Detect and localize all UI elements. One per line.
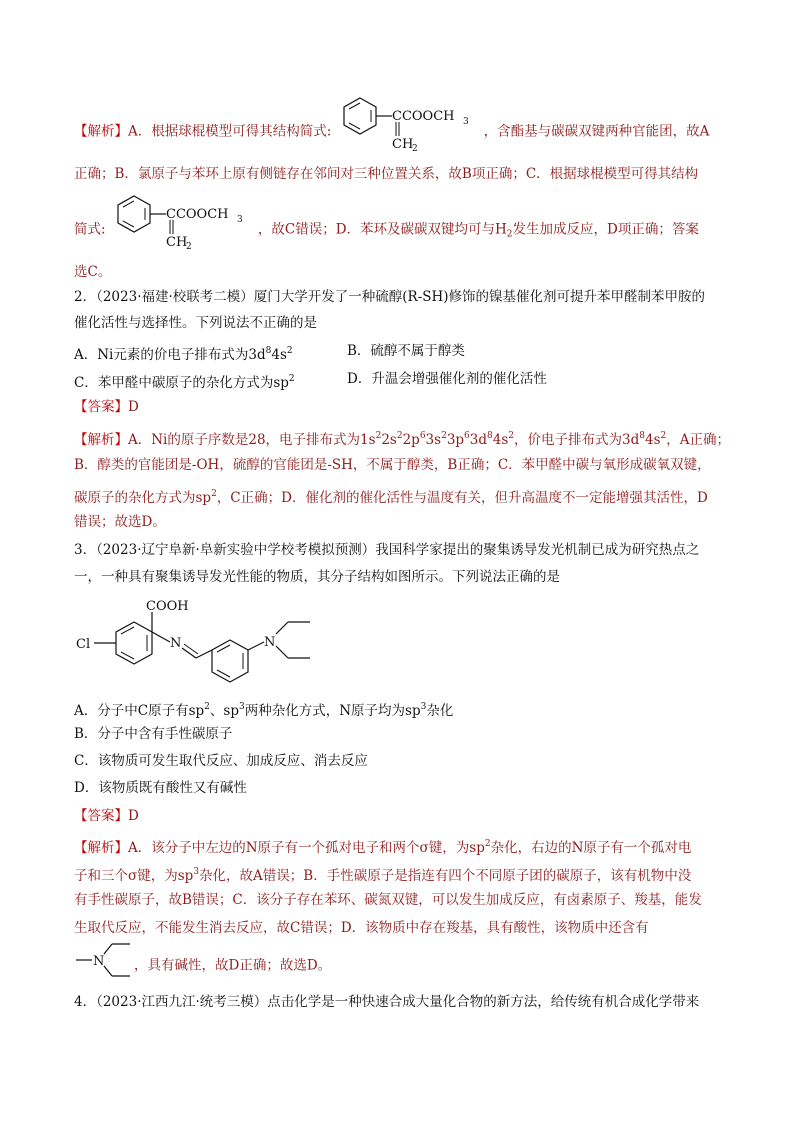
subscript: 2 — [506, 229, 513, 240]
q2-option-c — [74, 369, 295, 393]
ch2-sub: 2 — [411, 144, 418, 152]
q2-analysis-line-4: 错误；故选D。 — [74, 514, 166, 530]
q1-analysis-line-2: 正确；B．氯原子与苯环上原有侧链存在邻间对三种位置关系，故B项正确；C．根据球棍模型可得其结构 — [74, 166, 699, 182]
q3-stem-2: 一，一种具有聚集诱导发光性能的物质，其分子结构如图所示。下列说法正确的是 — [74, 569, 560, 585]
n-label: N — [93, 954, 105, 969]
ester-sub: 3 — [462, 117, 469, 127]
ch2-text: CH — [165, 235, 188, 250]
q3-option-a: A．分子中C原子有$sp^2$、$sp^3$两种杂化方式，N原子均为$sp^3$杂化 — [74, 702, 454, 719]
q3-analysis-line-2: 子和三个σ键，为$sp^3$杂化，故A错误；B．手性碳原子是指连有四个不同原子团的碳原子，该有机物中没 — [74, 867, 692, 884]
analysis-text: A．根据球棍模型可得其结构简式: — [128, 123, 332, 140]
option-text: 4s — [271, 347, 287, 363]
option-text: A．Ni元素的价电子排布式为3d — [74, 347, 266, 363]
q3-analysis-line-5 — [74, 952, 331, 980]
q1-analysis-line-4: 选C。 — [74, 264, 112, 280]
analysis-text: 简式: — [74, 221, 106, 238]
superscript: 8 — [265, 346, 272, 356]
analysis-tag: 【解析】 — [74, 123, 128, 140]
answer-value: D — [128, 808, 139, 824]
analysis-text: 发生加成反应，D项正确；答案 — [512, 221, 699, 238]
q2-option-b: B．硫醇不属于醇类 — [347, 343, 465, 359]
analysis-text: ，故C错误；D．苯环及碳碳双键均可与H — [257, 221, 507, 238]
q3-option-d: D．该物质既有酸性又有碱性 — [74, 780, 247, 796]
q3-option-b: B．分子中含有手性碳原子 — [74, 726, 233, 742]
analysis-text: ，具有碱性，故D正确；故选D。 — [134, 957, 332, 974]
ester-text: CCOOCH — [165, 207, 229, 222]
q2-answer — [74, 397, 139, 417]
q2-option-a — [74, 341, 293, 365]
option-text: C．苯甲醛中碳原子的杂化方式为sp — [74, 375, 289, 391]
q2-analysis-line-3: 碳原子的杂化方式为$sp^2$，C正确；D．催化剂的催化活性与温度有关，但升高温度不一定能增强其活性，D — [74, 489, 708, 506]
q3-answer — [74, 806, 139, 826]
structure-formula-1 — [336, 109, 484, 152]
q3-molecule-structure — [72, 596, 372, 700]
superscript: 2 — [286, 346, 293, 356]
q3-analysis-line-3: 有手性碳原子，故B错误；C．该分子存在苯环、碳氮双键，可以发生加成反应，有卤素原子、羧基，能发 — [74, 892, 702, 908]
ch2-text: CH — [391, 137, 413, 152]
structure-formula-2 — [110, 207, 258, 250]
answer-value: D — [128, 399, 139, 415]
q3-stem-1: 3．（2023·辽宁阜新·阜新实验中学校考模拟预测）我国科学家提出的聚集诱导发光机制已成为研究热点之 — [74, 542, 700, 558]
analysis-tag: 【解析】 — [74, 432, 128, 448]
q2-stem-2: 催化活性与选择性。下列说法不正确的是 — [74, 315, 317, 331]
cooh-label: COOH — [146, 599, 189, 614]
q2-analysis-line-1: 【解析】A．Ni的原子序数是28，电子排布式为$1s^22s^22p^63s^23p^63d^84s^2$，价电子排布式为$3d^84s^2$，A正确； — [74, 431, 730, 448]
q2-analysis-line-2: B．醇类的官能团是-OH，硫醇的官能团是-SH，不属于醇类，B正确；C．苯甲醛中碳与氧形成碳氧双键， — [74, 457, 711, 473]
n2-label: N — [264, 635, 276, 650]
diethylamino-structure — [74, 952, 134, 980]
superscript: 2 — [288, 374, 295, 384]
answer-tag: 【答案】 — [74, 399, 128, 415]
answer-tag: 【答案】 — [74, 808, 128, 824]
q4-stem-1: 4．（2023·江西九江·统考三模）点击化学是一种快速合成大量化合物的新方法，给传统有机合成化学带来 — [74, 994, 700, 1010]
analysis-tag: 【解析】 — [74, 840, 128, 856]
ch2-sub: 2 — [185, 242, 192, 250]
ester-text: CCOOCH — [391, 109, 455, 124]
q3-analysis-line-4: 生取代反应，不能发生消去反应，故C错误；D．该物质中存在羧基，具有酸性，该物质中还含有 — [74, 920, 649, 936]
q3-analysis-line-1: 【解析】A．该分子中左边的N原子有一个孤对电子和两个σ键，为$sp^2$杂化，右边的N原子有一个孤对电 — [74, 839, 692, 856]
q1-analysis-line-3 — [74, 207, 699, 250]
q1-analysis-line-1 — [74, 109, 710, 152]
q3-option-c: C．该物质可发生取代反应、加成反应、消去反应 — [74, 753, 368, 769]
analysis-text: ，含酯基与碳碳双键两种官能团，故A — [483, 123, 710, 140]
q2-option-d: D．升温会增强催化剂的催化活性 — [347, 371, 547, 387]
n1-label: N — [170, 636, 182, 651]
q2-stem-1: 2．（2023·福建·校联考二模）厦门大学开发了一种硫醇(R-SH)修饰的镍基催化剂可提升苯甲醛制苯甲胺的 — [74, 289, 706, 305]
ester-sub: 3 — [236, 215, 243, 225]
cl-label: Cl — [76, 637, 91, 652]
